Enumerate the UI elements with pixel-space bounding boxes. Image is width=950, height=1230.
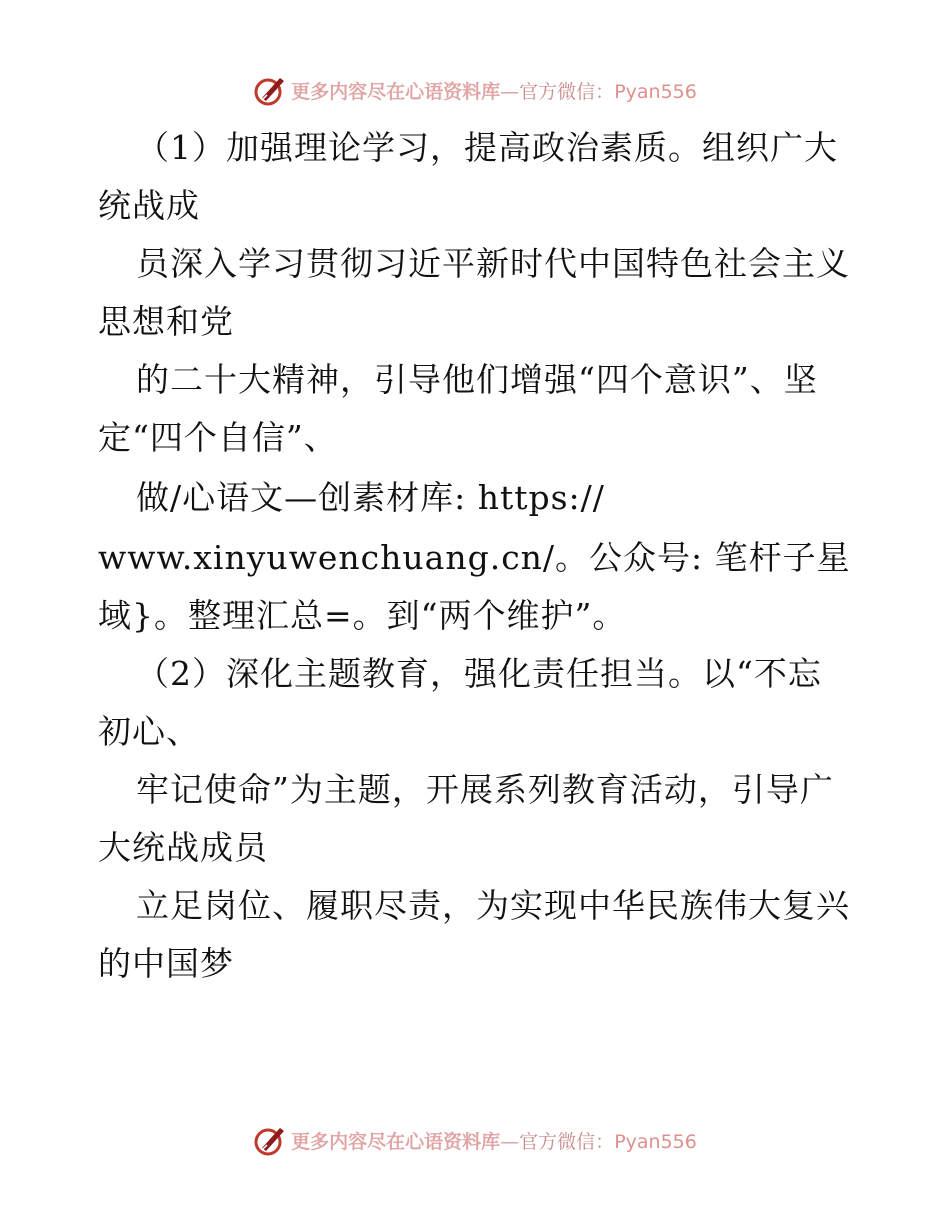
text-line: 大统战成员 [98, 828, 268, 867]
header-banner [0, 70, 950, 110]
footer-banner [0, 1120, 950, 1160]
text-line: 域}。整理汇总=。到“两个维护”。 [98, 596, 627, 635]
banner-wechat-id: Pyan556 [614, 80, 697, 103]
text-line: 思想和党 [98, 302, 234, 341]
text-line: 立足岗位、履职尽责，为实现中华民族伟大复兴 [136, 886, 850, 925]
text-line: 的二十大精神，引导他们增强“四个意识”、坚 [136, 360, 818, 399]
banner-wechat-id: Pyan556 [614, 1130, 697, 1153]
text-line: 初心、 [98, 712, 200, 751]
text-line: 员深入学习贯彻习近平新时代中国特色社会主义 [136, 244, 850, 283]
text-line: 牢记使命”为主题，开展系列教育活动，引导广 [136, 770, 834, 809]
text-line: （1）加强理论学习，提高政治素质。组织广大 [136, 128, 838, 167]
banner-main-text: 更多内容尽在心语资料库 [291, 1130, 501, 1153]
banner-label: 官方微信： [519, 1130, 615, 1153]
quill-logo-icon [253, 1123, 287, 1157]
text-line: 做/心语文—创素材库: https:// [136, 478, 605, 517]
text-line: 定“四个自信”、 [98, 418, 338, 457]
banner-label: 官方微信： [519, 80, 615, 103]
banner-separator: — [500, 1130, 520, 1153]
text-line: www.xinyuwenchuang.cn/。公众号: 笔杆子星 [98, 538, 851, 577]
banner-separator: — [500, 80, 520, 103]
text-line: （2）深化主题教育，强化责任担当。以“不忘 [136, 654, 822, 693]
text-line: 的中国梦 [98, 944, 234, 983]
banner-main-text: 更多内容尽在心语资料库 [291, 80, 501, 103]
text-line: 统战成 [98, 186, 200, 225]
quill-logo-icon [253, 73, 287, 107]
